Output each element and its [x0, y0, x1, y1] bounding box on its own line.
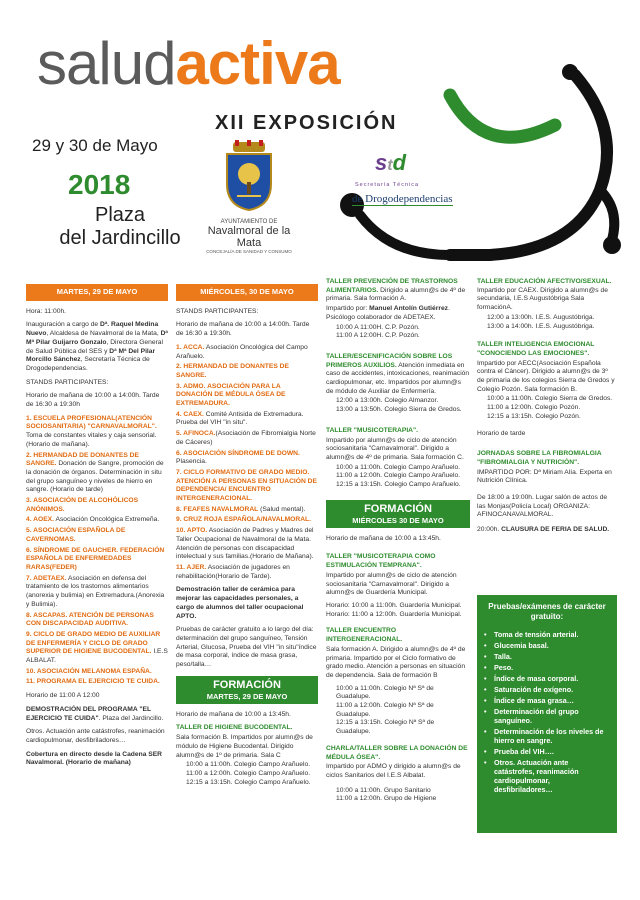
bullet-icon: •: [484, 674, 487, 683]
coat-of-arms-icon: [223, 140, 275, 212]
demo-text: DEMOSTRACIÓN DEL PROGRAMA "EL EJERCICIO TE CUIDA". Plaza del Jardincillo.: [26, 705, 164, 722]
bullet-icon: •: [484, 630, 487, 639]
taller-inteligencia-times: 10:00 a 11:00h. Colegio Sierra de Gredos. 11:00 a 12:00h. Colegio Pozón. 12:15 a 13:15h. Colegio Pozón.: [487, 395, 613, 420]
list-item: 7. CICLO FORMATIVO DE GRADO MEDIO. ATENCIÓN A PERSONAS EN SITUACIÓN DE DEPENDENCIA/ ENCUENTRO INTERGENERACIONAL.: [176, 468, 317, 503]
taller-estimulacion-title: TALLER "MUSICOTERAPIA COMO ESTIMULACIÓN TEMPRANA".: [326, 553, 436, 570]
ayuntamiento-seal: [206, 140, 292, 254]
list-item: 7. ADETAEX. Asociación en defensa del tratamiento de los trastornos alimentarios (anorexia y bulimia) en Extremadura.(Anorexia y Bulimia).: [26, 574, 165, 608]
taller-musicoterapia-times: 10:00 a 11:00h. Colegio Campo Arañuelo. 11:00 a 12:00h. Colegio Campo Arañuelo. 12:15 a 13:15h. Colegio Campo Arañuelo.: [336, 463, 461, 489]
stands-list-martes: [26, 415, 168, 687]
stethoscope-icon: [300, 40, 640, 265]
stands-heading: STANDS PARTICIPANTES:: [26, 378, 109, 386]
logo-word-activa: activa: [175, 30, 340, 97]
bullet-icon: •: [484, 747, 487, 756]
list-item: 9. CICLO DE GRADO MEDIO DE AUXILIAR DE ENFERMERÍA Y CICLO DE GRADO SUPERIOR DE HIGIENE BUCODENTAL. I.E.S ALBALAT.: [26, 630, 168, 665]
list-item: • Determinación del grupo sanguíneo.: [484, 707, 579, 725]
std-name: de Drogodependencias: [352, 193, 453, 205]
taller-musicoterapia-title: TALLER "MUSICOTERAPIA".: [326, 426, 419, 434]
taller-body: Sala formación B. Impartidos por alumn@s de módulo de Higiene Bucodental. Dirigido alumn@s de 1º de primaria. Sala C: [176, 734, 313, 759]
bullet-icon: •: [484, 641, 487, 650]
jornadas-body: IMPARTIDO POR: Dª Miriam Alía. Experta en Nutrición Clínica.: [477, 468, 612, 485]
seal-label-ayuntamiento: AYUNTAMIENTO DE: [220, 219, 278, 225]
list-item: • Índice de masa corporal.: [484, 674, 579, 683]
clausura: 20:00h. CLAUSURA DE FERIA DE SALUD.: [477, 526, 610, 534]
taller-afectivo: TALLER EDUCACIÓN AFECTIVO/SEXUAL. Impartido por CAEX. Dirigido a alumn@s de secundaria, I.E.S Augustóbriga Sala formaciónA.: [477, 278, 612, 312]
radio-coverage: Cobertura en directo desde la Cadena SER Navalmoral. (Horario de mañana): [26, 750, 163, 767]
column-talleres-1: TALLER PREVENCIÓN DE TRASTORNOS ALIMENTARIOS. Dirigido a alumn@s de 4º de primaria. Sala formación A. Impartido por: Manuel Antolín Gutiérrez. Psicólogo colaborador de ADETAEX. 10:00 A 11:00H. C.P. Pozón. 11:00 A 12:00H. C.P. Pozón. TALLER/ESCENIFICACIÓN SOBRE LOS PRIMEROS AUXILIOS. Atención inmediata en caso de accidentes, intoxicaciones, reanimación cardiopulmonar, etc. Impartidos por alumn@s de módulo de Auxiliar de Enfermería. 12:00 a 13:00h. Colegio Almanzor. 13:00 a 13:50h. Colegio Sierra de Gredos. TALLER "MUSICOTERAPIA". Impartido por alumn@s de ciclo de atención sociosanitaria "Carnavalmoral". Dirigido a alumn@s de 4º de primaria. Sala formación C. 10:00 a 11:00h. Colegio Campo Arañuelo. 11:00 a 12:00h. Colegio Campo Arañuelo. 12:15 a 13:15h. Colegio Campo Arañuelo. FORMACIÓN MIÉRCOLES 30 DE MAYO Horario de mañana de 10:00 a 13:45h. TALLER "MUSICOTERAPIA COMO ESTIMULACIÓN TEMPRANA". Impartido por alumn@s de ciclo de atención sociosanitaria "Carnavalmoral". Dirigido a alumn@s de Guardería Municipal. Horario: 10:00 a 11:00h. Guardería Municipal. Horario: 11:00 a 12:00h. Guardería Municipal. TALLER ENCUENTRO INTERGENERACIONAL. Sala formación A. Dirigido a alumn@s de 4º de primaria. Impartido por el Ciclo formativo de grado medio. Atención a personas en situación de dependencia. Sala de formación B 10:00 a 11:00h. Colegio Nª Sª de Guadalupe. 11:00 a 12:00h. Colegio Nª Sª de Guadalupe. 12:15 a 13:15h. Colegio Nª Sª de Guadalupe. CHARLA/TALLER SOBRE LA DONACIÓN DE MÉDULA ÓSEA". Impartido por ADMO y dirigido a alumn@s de ciclos Sanitarios del I.E.S Albalat. 10:00 a 11:00h. Grupo Sanitario 11:00 a 12:00h. Grupo de Higiene: [326, 278, 470, 803]
inauguration-text: Inauguración a cargo de Dª. Raquel Medina Nuevo, Alcaldesa de Navalmoral de la Mata, Dª Mª Pilar Guijarro Gonzalo, Directora General de Salud Pública del SES y Dª Mª Del Pilar Morcillo Sánchez, Secretaría Técnica de Drogodependencias.: [26, 321, 168, 372]
list-item: 6. SÍNDROME DE GAUCHER. FEDERACIÓN ESPAÑOLA DE ENFERMEDADES RARAS(FEDER): [26, 546, 165, 571]
list-item: • Prueba del VIH….: [484, 747, 554, 756]
charla-medula-body: Impartido por ADMO y dirigido a alumn@s de ciclos Sanitarios del I.E.S Albalat.: [326, 763, 461, 779]
taller-trastornos-times: 10:00 A 11:00H. C.P. Pozón. 11:00 A 12:00H. C.P. Pozón.: [336, 323, 420, 340]
taller-primeros-auxilios-times: 12:00 a 13:00h. Colegio Almanzor. 13:00 a 13:50h. Colegio Sierra de Gredos.: [336, 397, 462, 414]
stands-heading: STANDS PARTICIPANTES:: [176, 307, 259, 315]
free-tests-list: [484, 630, 610, 794]
charla-medula-title: CHARLA/TALLER SOBRE LA DONACIÓN DE MÉDULA ÓSEA".: [326, 744, 468, 761]
taller-estimulacion-body: Impartido por alumn@s de ciclo de atención sociosanitaria "Carnavalmoral". Dirigido a alumn@s de Guardería Municipal.: [326, 571, 457, 597]
charla-medula-times: 10:00 a 11:00h. Grupo Sanitario 11:00 a 12:00h. Grupo de Higiene: [336, 786, 437, 803]
formacion-schedule: Horario de mañana de 10:00 a 13:45h.: [326, 534, 441, 542]
bullet-icon: •: [484, 758, 487, 767]
event-year: 2018: [68, 169, 131, 200]
taller-estimulacion-times: Horario: 10:00 a 11:00h. Guardería Municipal. Horario: 11:00 a 12:00h. Guardería Municipal.: [326, 601, 462, 618]
ceramics-demo: Demostración taller de cerámica para mejorar las capacidades personales, a cargo de alumnos del taller ocupacional APTO.: [176, 586, 304, 620]
stands-schedule: Horario de mañana de 10:00 a 14:00h. Tarde de 16:30 a 19:30h: [26, 392, 160, 409]
list-item: 8. FEAFES NAVALMORAL (Salud mental).: [176, 505, 306, 513]
location-line2: del Jardincillo: [59, 227, 181, 249]
list-item: • Otros. Actuación ante catástrofes, reanimación cardiopulmonar, desfibriladores…: [484, 758, 579, 794]
inauguration-time: Hora: 11:00h.: [26, 307, 67, 315]
list-item: 4. CAEX. Comité Antisida de Extremadura. Prueba del VIH "in situ".: [176, 410, 304, 427]
list-item: 4. AOEX. Asociación Oncológica Extremeña.: [26, 516, 160, 524]
std-caption: Secretaría Técnica: [355, 182, 420, 188]
day-header-martes: MARTES, 29 DE MAYO: [26, 284, 168, 301]
taller-afectivo-times: 12:00 a 13:00h. I.E.S. Augustóbriga. 13:00 a 14:00h. I.E.S. Augustóbriga.: [487, 313, 595, 330]
list-item: • Índice de masa grasa…: [484, 696, 574, 705]
day-header-miercoles: MIÉRCOLES, 30 DE MAYO: [176, 284, 318, 301]
bullet-icon: •: [484, 707, 487, 716]
taller-intergeneracional-title: TALLER ENCUENTRO INTERGENERACIONAL.: [326, 627, 403, 644]
other-activities: Otros. Actuación ante catástrofes, reanimación cardiopulmonar, desfibriladores…: [26, 728, 165, 744]
event-dates: 29 y 30 de Mayo: [32, 136, 158, 155]
list-item: 11. AJER. Asociación de jugadores en rehabilitación(Horario de Tarde).: [176, 563, 290, 580]
list-item: 5. AFINOCA.(Asociación de Fibromialgia Norte de Cáceres): [176, 430, 316, 446]
jornadas-lugar: De 18:00 a 19:00h. Lugar salón de actos de las Monjas(Policía Local) ORGANIZA: AFINOCANAVALMORAL.: [477, 494, 608, 519]
logo-word-salud: salud: [37, 30, 176, 97]
list-item: • Saturación de oxígeno.: [484, 685, 574, 694]
list-item: 6. ASOCIACIÓN SÍNDROME DE DOWN. Plasencia.: [176, 449, 300, 466]
exposicion-title: XII EXPOSICIÓN: [215, 112, 398, 134]
list-item: 3. ADMO. ASOCIACIÓN PARA LA DONACIÓN DE MÉDULA ÓSEA DE EXTREMADURA.: [176, 382, 286, 408]
formacion-schedule: Horario de mañana de 10:00 a 13:45h.: [176, 710, 291, 718]
bullet-icon: •: [484, 663, 487, 672]
bullet-icon: •: [484, 696, 487, 705]
saludactiva-logo: [37, 30, 340, 97]
formacion-header-martes: FORMACIÓN MARTES, 29 DE MAYO: [176, 676, 318, 704]
list-item: • Toma de tensión arterial.: [484, 630, 579, 639]
taller-inteligencia-body: Impartido por AECC(Asociación Española contra el Cáncer). Dirigido a alumn@s de 3º de primaria de los colegios Sierra de Gredos y Colegio Pozón. Sala formación B.: [477, 359, 615, 393]
bullet-icon: •: [484, 652, 487, 661]
std-logo: [375, 150, 406, 176]
taller-title: TALLER DE HIGIENE BUCODENTAL.: [176, 724, 293, 732]
list-item: 2. HERMANDAD DE DONANTES DE SANGRE. Donación de Sangre, promoción de la donación de órganos. Determinación in situ del grupo sanguíneo y niveles de hierro en sangre. (Horario de tarde): [26, 451, 164, 494]
list-item: 2. HERMANDAD DE DONANTES DE SANGRE.: [176, 363, 289, 379]
list-item: • Glucemia basal.: [484, 641, 549, 650]
bullet-icon: •: [484, 727, 487, 736]
poster-header: [0, 0, 640, 262]
taller-primeros-auxilios: TALLER/ESCENIFICACIÓN SOBRE LOS PRIMEROS AUXILIOS. Atención inmediata en caso de accidentes, intoxicaciones, reanimación cardiopulmonar, etc. Impartidos por alumn@s de módulo de Auxiliar de Enfermería.: [326, 352, 470, 395]
seal-label-concejalia: CONCEJALÍA DE SANIDAD Y CONSUMO: [206, 249, 292, 254]
free-tests-box: [477, 595, 617, 833]
list-item: • Peso.: [484, 663, 514, 672]
std-s: s: [375, 150, 388, 175]
bullet-icon: •: [484, 685, 487, 694]
taller-musicoterapia-body: Impartido por alumn@s de ciclo de atención sociosanitaria "Carnavalmoral". Dirigido a alumn@s de 4º de primaria. Sala formación C.: [326, 436, 464, 461]
taller-intergeneracional-body: Sala formación A. Dirigido a alumn@s de 4º de primaria. Impartido por el Ciclo formativo de grado medio. Atención a personas en situación de dependencia. Sala de formación B: [326, 645, 466, 679]
jornadas-title: JORNADAS SOBRE LA FIBROMIALGIA "FIBROMIALGIA Y NUTRICIÓN".: [477, 450, 602, 466]
formacion-header-miercoles: FORMACIÓN MIÉRCOLES 30 DE MAYO: [326, 500, 470, 528]
column-talleres-2: [477, 278, 617, 540]
free-tests-text: Pruebas de carácter gratuito a lo largo del día: determinación del grupo sanguíneo, Tensión Arterial, Glucosa, Prueba del VIH "in situ"índice de masa corporal, índice de masa grasa, peso/talla…: [176, 626, 317, 669]
list-item: 10. APTO. Asociación de Padres y Madres del Taller Ocupacional de Navalmoral de la Mata. Atención de personas con discapacidad intelectual y sus familias.(Horario de Mañana).: [176, 527, 314, 561]
list-item: 3. ASOCIACIÓN DE ALCOHÓLICOS ANÓNIMOS.: [26, 497, 139, 513]
taller-intergeneracional-times: 10:00 a 11:00h. Colegio Nª Sª de Guadalupe. 11:00 a 12:00h. Colegio Nª Sª de Guadalupe. 12:15 a 13:15h. Colegio Nª Sª de Guadalupe.: [336, 684, 435, 736]
free-tests-title: Pruebas/exámenes de carácter gratuito:: [488, 602, 606, 621]
taller-inteligencia-title: TALLER INTELIGENCIA EMOCIONAL "CONOCIENDO LAS EMOCIONES".: [477, 341, 595, 357]
list-item: • Talla.: [484, 652, 512, 661]
list-item: 10. ASOCIACIÓN MELANOMA ESPAÑA.: [26, 667, 152, 675]
list-item: 5. ASOCIACIÓN ESPAÑOLA DE CAVERNOMAS.: [26, 527, 126, 543]
seal-label-municipality: Navalmoral de la Mata: [207, 225, 291, 249]
taller-times: 10:00 a 11:00h. Colegio Campo Arañuelo. 11:00 a 12:00h. Colegio Campo Arañuelo. 12:15 a 13:15h. Colegio Campo Arañuelo.: [186, 761, 311, 786]
demo-time: Horario de 11:00 A 12:00: [26, 692, 100, 700]
list-item: 8. ASCAPAS. ATENCIÓN DE PERSONAS CON DISCAPACIDAD AUDITIVA.: [26, 611, 154, 628]
location-line1: Plaza: [94, 204, 146, 226]
column-martes: [26, 270, 168, 773]
list-item: 11. PROGRAMA EL EJERCICIO TE CUIDA.: [26, 678, 160, 686]
taller-trastornos: TALLER PREVENCIÓN DE TRASTORNOS ALIMENTARIOS. Dirigido a alumn@s de 4º de primaria. Sala formación A.: [326, 278, 466, 303]
horario-tarde: Horario de tarde: [477, 429, 526, 437]
column-miercoles: [176, 270, 318, 787]
list-item: 1. ESCUELA PROFESIONAL(ATENCIÓN SOCIOSANITARIA) "CARNAVALMORAL". Toma de constantes vitales y caja sensorial. (Horario de mañana).: [26, 414, 157, 448]
stands-list-miercoles: [176, 344, 318, 582]
event-location: [40, 204, 200, 250]
list-item: • Determinación de los niveles de hierro en sangre.: [484, 727, 604, 745]
std-t: t: [387, 157, 393, 174]
list-item: 1. ACCA. Asociación Oncológica del Campo Arañuelo.: [176, 343, 308, 360]
stands-schedule: Horario de mañana de 10:00 a 14:00h. Tarde de 16:30 a 19:30h.: [176, 321, 310, 338]
list-item: 9. CRUZ ROJA ESPAÑOLA/NAVALMORAL.: [176, 516, 311, 524]
std-d: d: [392, 150, 407, 175]
